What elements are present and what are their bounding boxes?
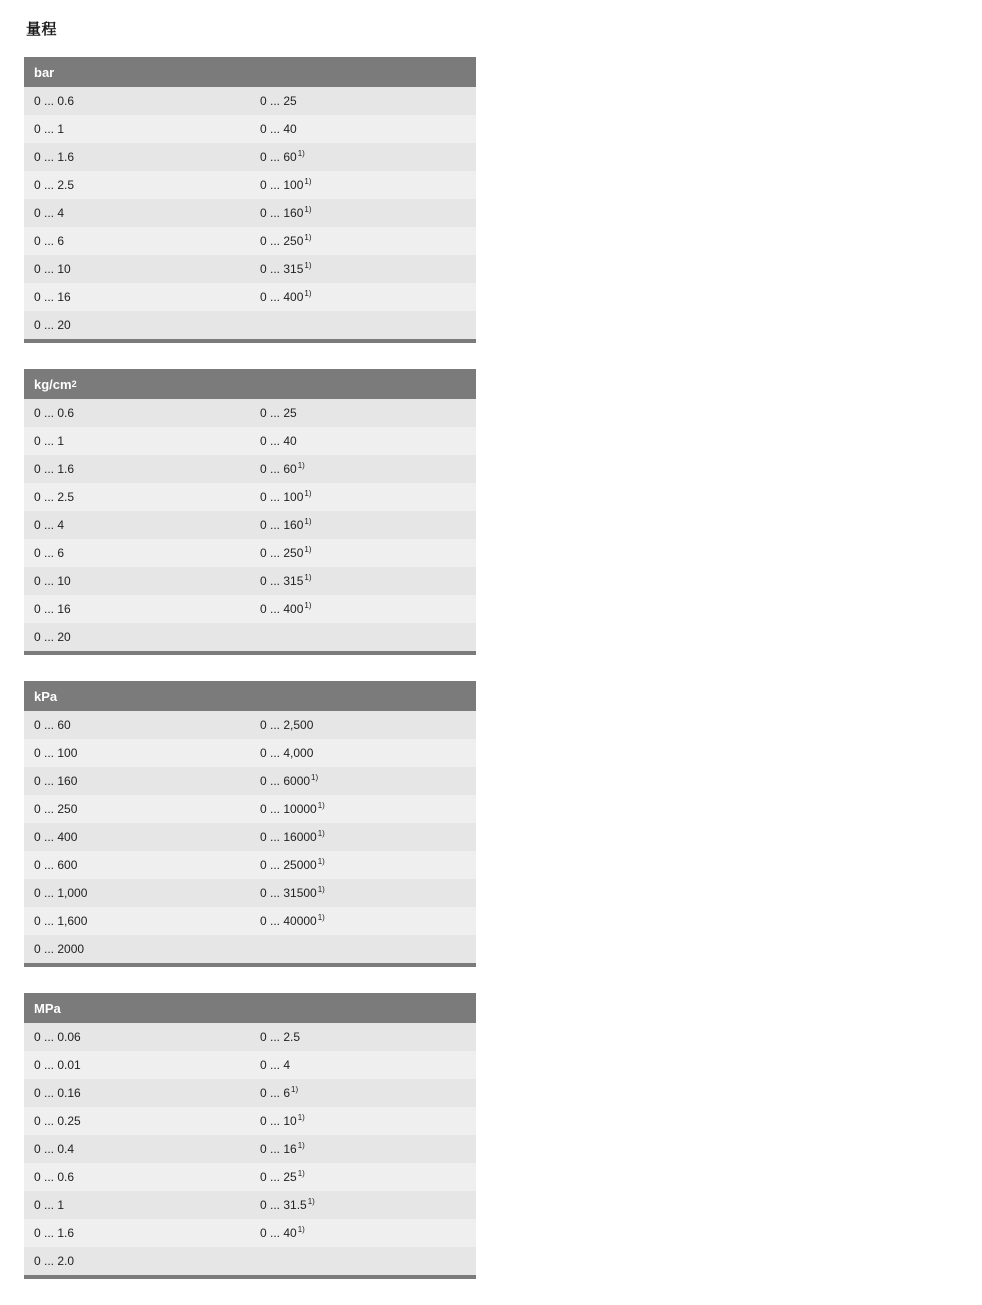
table-row (24, 767, 476, 795)
table-row (24, 623, 476, 651)
range-value-text: 0 ... 400 (260, 290, 304, 304)
table-row (24, 227, 476, 255)
range-value-cell (250, 830, 476, 844)
footnote-marker: 1) (304, 573, 312, 582)
range-value-text: 0 ... 0.6 (34, 94, 75, 108)
table-row (24, 567, 476, 595)
range-value-text: 0 ... 2.5 (34, 490, 75, 504)
range-value-cell (250, 1058, 476, 1072)
range-value-cell (24, 630, 250, 644)
range-value-text: 0 ... 20 (34, 630, 71, 644)
range-value-cell (24, 858, 250, 872)
range-value-text: 0 ... 0.01 (34, 1058, 81, 1072)
footnote-marker: 1) (317, 829, 325, 838)
range-value-cell (24, 1030, 250, 1044)
range-table-header: kg/cm 2 (24, 369, 476, 399)
footnote-marker: 1) (297, 1225, 305, 1234)
footnote-marker: 1) (317, 885, 325, 894)
range-table-footer-bar (24, 651, 476, 655)
table-row (24, 427, 476, 455)
range-value-cell (250, 406, 476, 420)
range-value-text: 0 ... 31500 (260, 886, 317, 900)
range-value-cell (24, 1254, 250, 1268)
range-value-text: 0 ... 4 (34, 518, 65, 532)
table-row (24, 1135, 476, 1163)
range-value-cell (250, 802, 476, 816)
range-table-unit-label: MPa (34, 1000, 61, 1016)
table-row (24, 1107, 476, 1135)
range-value-cell (250, 234, 476, 248)
range-value-text: 0 ... 40 (260, 122, 297, 136)
range-value-text: 0 ... 250 (260, 546, 304, 560)
table-row (24, 1023, 476, 1051)
range-value-cell (24, 1226, 250, 1240)
range-value-cell (24, 94, 250, 108)
range-value-cell (24, 1114, 250, 1128)
range-value-text: 0 ... 1.6 (34, 462, 75, 476)
footnote-marker: 1) (304, 545, 312, 554)
table-row (24, 1051, 476, 1079)
range-value-text: 0 ... 16 (34, 290, 71, 304)
table-row (24, 907, 476, 935)
range-value-cell (24, 518, 250, 532)
range-value-text: 0 ... 25000 (260, 858, 317, 872)
range-value-text: 0 ... 1,600 (34, 914, 88, 928)
range-table (24, 369, 476, 655)
table-row (24, 255, 476, 283)
range-value-text: 0 ... 16 (260, 1142, 297, 1156)
range-value-cell (24, 802, 250, 816)
range-value-cell (24, 602, 250, 616)
range-value-cell (250, 858, 476, 872)
range-value-cell (24, 1086, 250, 1100)
range-value-cell (24, 574, 250, 588)
range-value-cell (250, 746, 476, 760)
range-value-text: 0 ... 160 (260, 206, 304, 220)
range-value-cell (24, 774, 250, 788)
range-value-text: 0 ... 100 (34, 746, 78, 760)
range-value-cell (24, 406, 250, 420)
footnote-marker: 1) (297, 1141, 305, 1150)
range-value-text: 0 ... 0.6 (34, 406, 75, 420)
table-row (24, 711, 476, 739)
range-value-text: 0 ... 160 (34, 774, 78, 788)
range-value-text: 0 ... 1.6 (34, 1226, 75, 1240)
range-value-cell (24, 546, 250, 560)
footnote-marker: 1) (304, 205, 312, 214)
table-row (24, 1079, 476, 1107)
range-value-cell (24, 830, 250, 844)
range-value-text: 0 ... 25 (260, 94, 297, 108)
range-value-text: 0 ... 2.5 (34, 178, 75, 192)
table-row (24, 199, 476, 227)
range-value-text: 0 ... 6 (34, 546, 65, 560)
range-value-text: 0 ... 1 (34, 1198, 65, 1212)
range-value-cell (250, 462, 476, 476)
range-value-text: 0 ... 1 (34, 434, 65, 448)
range-value-text: 0 ... 1.6 (34, 150, 75, 164)
range-table-unit-label: kg/cm (34, 376, 72, 392)
range-value-text: 0 ... 10 (260, 1114, 297, 1128)
range-value-text: 0 ... 60 (260, 462, 297, 476)
range-value-cell (24, 942, 250, 956)
range-value-cell (24, 1058, 250, 1072)
range-tables-grid (24, 57, 958, 1305)
footnote-marker: 1) (317, 857, 325, 866)
range-value-cell (250, 1226, 476, 1240)
range-value-text: 0 ... 0.06 (34, 1030, 81, 1044)
range-value-text: 0 ... 0.6 (34, 1170, 75, 1184)
range-value-text: 0 ... 10 (34, 574, 71, 588)
table-row (24, 483, 476, 511)
range-value-cell (250, 122, 476, 136)
range-value-text: 0 ... 2.5 (260, 1030, 301, 1044)
range-value-cell (250, 206, 476, 220)
range-value-text: 0 ... 315 (260, 574, 304, 588)
table-row (24, 511, 476, 539)
range-value-cell (24, 178, 250, 192)
footnote-marker: 1) (304, 289, 312, 298)
range-table-header (24, 681, 476, 711)
range-value-text: 0 ... 2000 (34, 942, 85, 956)
range-value-cell (24, 206, 250, 220)
range-value-text: 0 ... 25 (260, 406, 297, 420)
range-value-cell (24, 490, 250, 504)
range-table-footer-bar (24, 1275, 476, 1279)
range-value-cell (24, 234, 250, 248)
range-value-cell (24, 1142, 250, 1156)
range-value-text: 0 ... 100 (260, 178, 304, 192)
range-value-text: 0 ... 0.16 (34, 1086, 81, 1100)
range-value-cell (250, 262, 476, 276)
range-value-text: 0 ... 10000 (260, 802, 317, 816)
footnote-marker: 1) (304, 517, 312, 526)
range-value-text: 0 ... 4 (34, 206, 65, 220)
range-value-cell (250, 546, 476, 560)
footnote-marker: 1) (304, 601, 312, 610)
range-value-cell (250, 574, 476, 588)
range-value-cell (250, 94, 476, 108)
range-table-footer-bar (24, 963, 476, 967)
range-value-cell (250, 150, 476, 164)
range-value-text: 0 ... 0.25 (34, 1114, 81, 1128)
range-value-cell (24, 318, 250, 332)
footnote-marker: 1) (307, 1197, 315, 1206)
table-row (24, 1219, 476, 1247)
table-row (24, 879, 476, 907)
range-value-text: 0 ... 4 (260, 1058, 291, 1072)
table-row (24, 851, 476, 879)
range-value-text: 0 ... 16000 (260, 830, 317, 844)
footnote-marker: 1) (304, 261, 312, 270)
table-row (24, 1247, 476, 1275)
footnote-marker: 1) (304, 177, 312, 186)
footnote-marker: 1) (304, 489, 312, 498)
range-value-cell (250, 1114, 476, 1128)
range-value-cell (250, 718, 476, 732)
range-table-header (24, 57, 476, 87)
range-value-text: 0 ... 1,000 (34, 886, 88, 900)
footnote-marker: 1) (297, 461, 305, 470)
range-value-text: 0 ... 40 (260, 434, 297, 448)
range-value-text: 0 ... 315 (260, 262, 304, 276)
footnote-marker: 1) (311, 773, 319, 782)
table-row (24, 283, 476, 311)
range-value-text: 0 ... 0.4 (34, 1142, 75, 1156)
footnote-marker: 1) (304, 233, 312, 242)
range-value-cell (24, 1198, 250, 1212)
range-value-text: 0 ... 6000 (260, 774, 311, 788)
range-value-cell (24, 886, 250, 900)
range-value-text: 0 ... 2.0 (34, 1254, 75, 1268)
range-value-cell (250, 1030, 476, 1044)
range-value-cell (24, 262, 250, 276)
range-value-cell (24, 746, 250, 760)
footnote-marker: 1) (297, 149, 305, 158)
range-value-text: 0 ... 6 (34, 234, 65, 248)
range-value-text: 0 ... 400 (260, 602, 304, 616)
range-value-text: 0 ... 2,500 (260, 718, 314, 732)
range-table-unit-label: kPa (34, 688, 58, 704)
range-table-header (24, 993, 476, 1023)
range-value-cell (24, 122, 250, 136)
range-value-text: 0 ... 25 (260, 1170, 297, 1184)
range-value-text: 0 ... 250 (260, 234, 304, 248)
range-value-cell (24, 1170, 250, 1184)
range-value-text: 0 ... 250 (34, 802, 78, 816)
table-row (24, 935, 476, 963)
table-row (24, 823, 476, 851)
range-value-cell (250, 490, 476, 504)
range-value-cell (250, 1198, 476, 1212)
range-value-text: 0 ... 6 (260, 1086, 291, 1100)
range-value-cell (250, 1086, 476, 1100)
table-row (24, 795, 476, 823)
range-value-text: 0 ... 400 (34, 830, 78, 844)
range-value-cell (250, 602, 476, 616)
table-row (24, 595, 476, 623)
range-value-cell (250, 178, 476, 192)
footnote-marker: 1) (297, 1113, 305, 1122)
table-row (24, 115, 476, 143)
table-row (24, 87, 476, 115)
table-row (24, 171, 476, 199)
table-row (24, 1163, 476, 1191)
footnote-marker: 1) (317, 913, 325, 922)
range-value-cell (250, 1170, 476, 1184)
footnote-marker: 1) (317, 801, 325, 810)
range-value-text: 0 ... 1 (34, 122, 65, 136)
table-row (24, 1191, 476, 1219)
range-value-text: 0 ... 60 (260, 150, 297, 164)
footnote-marker: 1) (291, 1085, 299, 1094)
range-value-cell (250, 886, 476, 900)
range-value-text: 0 ... 40000 (260, 914, 317, 928)
table-row (24, 143, 476, 171)
range-value-text: 0 ... 160 (260, 518, 304, 532)
range-value-cell (250, 434, 476, 448)
page-title: 量程 (26, 21, 58, 38)
range-value-cell (250, 1142, 476, 1156)
range-value-cell (24, 718, 250, 732)
range-value-cell (24, 462, 250, 476)
range-table-unit-label: bar (34, 64, 55, 80)
table-row (24, 539, 476, 567)
table-row (24, 399, 476, 427)
range-value-cell (24, 290, 250, 304)
range-value-text: 0 ... 4,000 (260, 746, 314, 760)
table-row (24, 455, 476, 483)
range-table-footer-bar (24, 339, 476, 343)
range-value-text: 0 ... 40 (260, 1226, 297, 1240)
range-value-text: 0 ... 60 (34, 718, 71, 732)
range-value-text: 0 ... 10 (34, 262, 71, 276)
range-value-cell (250, 290, 476, 304)
range-value-cell (250, 774, 476, 788)
range-table (24, 57, 476, 343)
range-value-text: 0 ... 600 (34, 858, 78, 872)
range-value-cell (250, 518, 476, 532)
table-row (24, 311, 476, 339)
range-value-cell (24, 914, 250, 928)
table-row (24, 739, 476, 767)
range-value-cell (24, 434, 250, 448)
range-value-cell (24, 150, 250, 164)
range-table (24, 993, 476, 1279)
range-value-text: 0 ... 31.5 (260, 1198, 307, 1212)
footnote-marker: 1) (297, 1169, 305, 1178)
range-table (24, 681, 476, 967)
range-value-text: 0 ... 20 (34, 318, 71, 332)
range-value-cell (250, 914, 476, 928)
range-value-text: 0 ... 100 (260, 490, 304, 504)
range-value-text: 0 ... 16 (34, 602, 71, 616)
